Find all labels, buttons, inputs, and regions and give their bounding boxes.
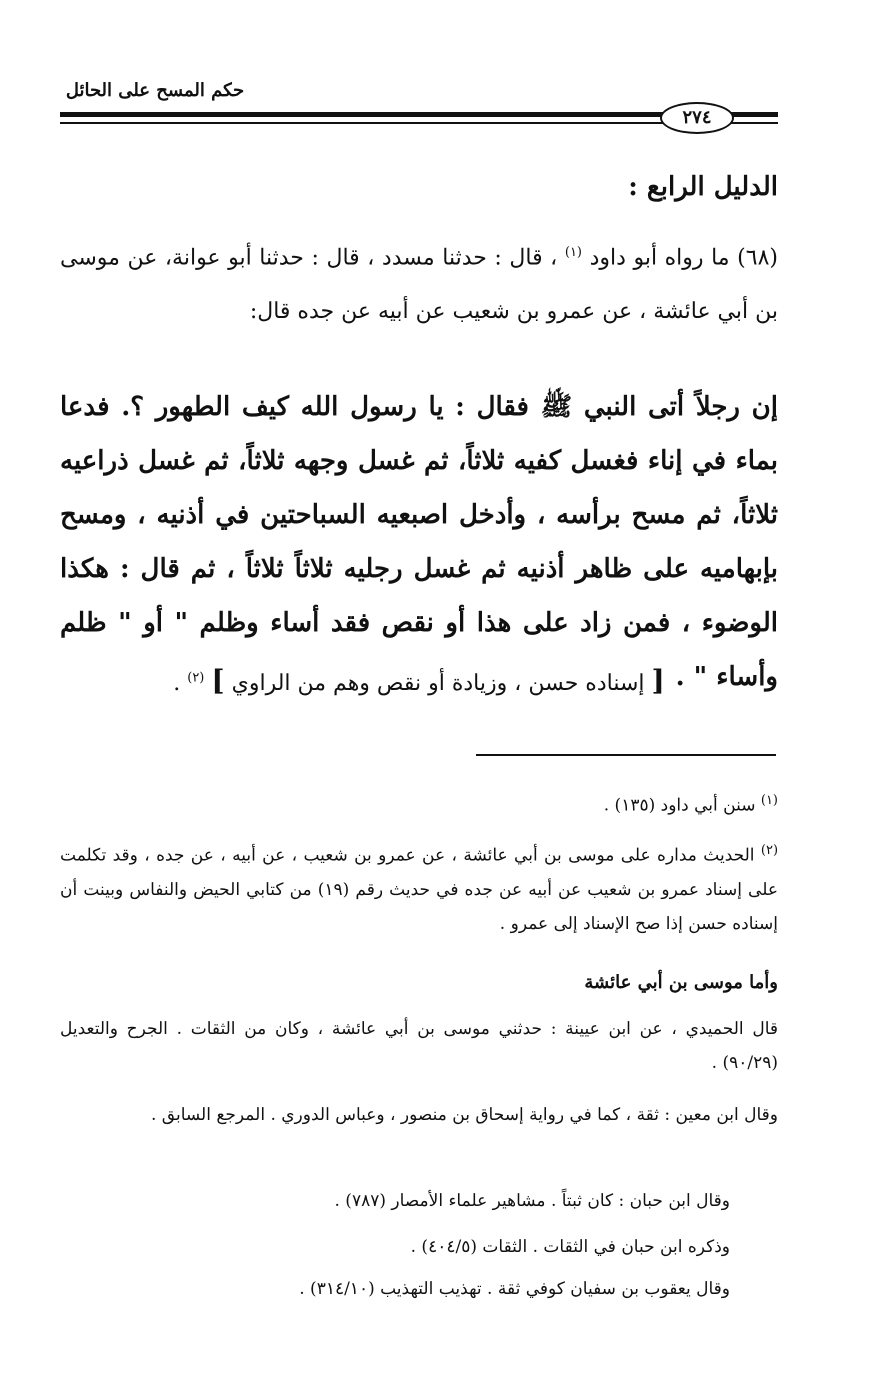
- footnote-paragraph-ibn-maeen: وقال ابن معين : ثقة ، كما في رواية إسحاق بن منصور ، وعباس الدوري . المرجع السابق .: [151, 1105, 778, 1125]
- footnote-1-text: سنن أبي داود (١٣٥) .: [603, 795, 756, 816]
- grading-text: إسناده حسن ، وزيادة أو نقص وهم من الراوي: [231, 671, 645, 696]
- footnote-separator: [476, 754, 776, 756]
- footnote-1-marker: (١): [760, 793, 778, 808]
- intro-after-ref: ، قال : حدثنا مسدد ، قال : حدثنا أبو عوانة، عن موسى بن أبي عائشة ، عن عمرو بن شعيب عن أبيه عن جده قال:: [60, 245, 778, 325]
- footnote-paragraph-humaydi: قال الحميدي ، عن ابن عيينة : حدثني موسى بن أبي عائشة ، وكان من الثقات . الجرح والتعديل (٩٠/٢٩) .: [60, 1019, 778, 1073]
- hadith-part-2: فقال : يا رسول الله كيف الطهور ؟. فدعا بماء في إناء فغسل كفيه ثلاثاً، ثم غسل وجهه ثلاثاً، ثم غسل ذراعيه ثلاثاً، ثم مسح برأسه ، وأدخل اصبعيه السباحتين في أذنيه ، ومسح بإبهاميه على ظاهر أذنيه ثم غسل رجليه ثلاثاً ثلاثاً ، ثم قال : هكذا الوضوء ، فمن زاد على هذا أو نقص فقد أساء وظلم " أو " ظلم وأساء " .: [60, 392, 778, 692]
- bracket-open: [: [651, 664, 665, 697]
- hadith-text: [60, 380, 778, 704]
- bracket-close: ]: [211, 664, 225, 697]
- footnote-ref-1: (١): [564, 245, 582, 260]
- section-heading: الدليل الرابع :: [628, 172, 778, 202]
- page-number: ٢٧٤: [660, 102, 734, 134]
- footnote-paragraph-ibn-hibban-1: وقال ابن حبان : كان ثبتاً . مشاهير علماء الأمصار (٧٨٧) .: [334, 1191, 730, 1211]
- footnote-ref-2: (٢): [187, 670, 205, 686]
- grading-end: .: [173, 671, 181, 696]
- footnote-paragraph-yaqub: وقال يعقوب بن سفيان كوفي ثقة . تهذيب التهذيب (٣١٤/١٠) .: [299, 1279, 730, 1299]
- salutation-glyph: ﷺ: [540, 392, 573, 422]
- footnote-subheading: وأما موسى بن أبي عائشة: [584, 972, 778, 993]
- footnote-2: [60, 834, 778, 941]
- isnad-grading: [60, 664, 778, 697]
- footnote-2-marker: (٢): [760, 843, 779, 858]
- hadith-part-1: إن رجلاً أتى النبي: [583, 392, 778, 422]
- footnote-2-text: الحديث مداره على موسى بن أبي عائشة ، عن عمرو بن شعيب ، عن أبيه ، عن جده ، وقد تكلمت على إسناد عمرو بن شعيب عن أبيه عن جده في حديث رقم (١٩) من كتابي الحيض والنفاس وبينت أن إسناده حسن إذا صح الإسناد إلى عمرو .: [60, 845, 778, 934]
- intro-before-ref: (٦٨) ما رواه أبو داود: [589, 245, 778, 271]
- hadith-chain-paragraph: [60, 226, 778, 339]
- running-header-title: حكم المسح على الحائل: [65, 80, 245, 101]
- footnote-1: [60, 784, 778, 823]
- footnote-paragraph-ibn-hibban-2: وذكره ابن حبان في الثقات . الثقات (٤٠٤/٥) .: [410, 1237, 730, 1257]
